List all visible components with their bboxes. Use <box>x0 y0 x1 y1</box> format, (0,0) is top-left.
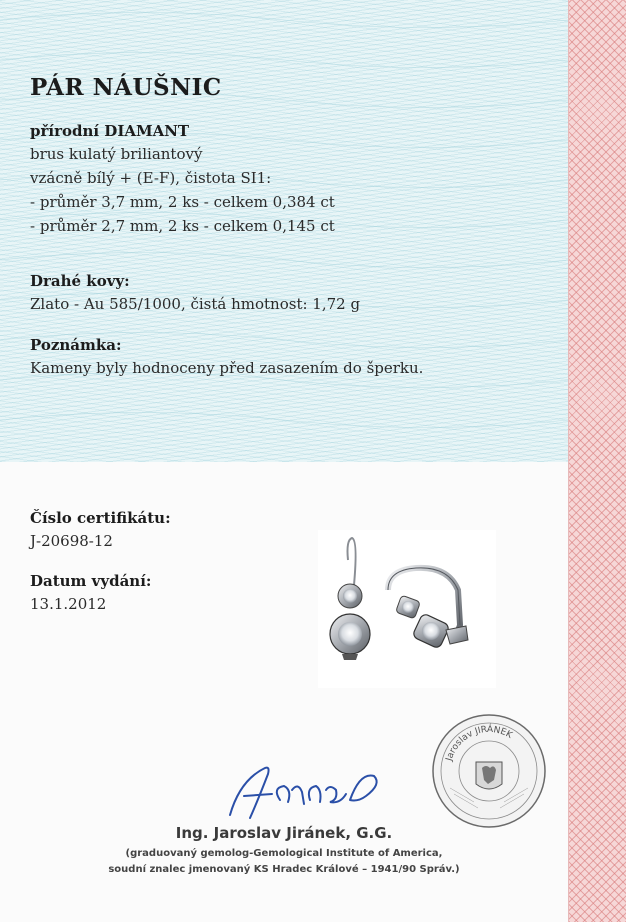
official-seal <box>430 712 548 830</box>
decorative-side-strip <box>568 0 626 922</box>
metals-heading: Drahé kovy: <box>30 272 130 290</box>
earrings-photo <box>318 530 496 688</box>
issue-date-label: Datum vydání: <box>30 572 152 590</box>
note-heading: Poznámka: <box>30 336 122 354</box>
stone-line: - průměr 2,7 mm, 2 ks - celkem 0,145 ct <box>30 217 335 235</box>
document-title: PÁR NÁUŠNIC <box>30 74 222 101</box>
certificate-number-section <box>30 507 171 553</box>
stone-heading: přírodní DIAMANT <box>30 122 190 140</box>
stone-line: - průměr 3,7 mm, 2 ks - celkem 0,384 ct <box>30 193 335 211</box>
certificate-number-value: J-20698-12 <box>30 532 113 550</box>
metals-section <box>30 270 360 316</box>
issue-date-section <box>30 570 151 616</box>
signature-graphic <box>210 760 390 830</box>
note-value: Kameny byly hodnoceny před zasazením do šperku. <box>30 359 424 377</box>
signatory-note-line-1: (graduovaný gemolog-Gemological Institute of America, <box>125 848 443 859</box>
certificate-number-label: Číslo certifikátu: <box>30 509 171 527</box>
stone-line: brus kulatý briliantový <box>30 145 203 163</box>
stone-section <box>30 120 335 238</box>
note-section <box>30 334 423 380</box>
metals-value: Zlato - Au 585/1000, čistá hmotnost: 1,72 g <box>30 295 361 313</box>
handwritten-signature <box>210 760 390 830</box>
signatory-name: Ing. Jaroslav Jiránek, G.G. <box>175 824 393 842</box>
signatory-note-line-2: soudní znalec jmenovaný KS Hradec Králové – 1941/90 Správ.) <box>108 864 460 875</box>
issue-date-value: 13.1.2012 <box>30 595 107 613</box>
earrings-illustration <box>318 530 496 688</box>
seal-graphic <box>430 712 548 830</box>
svg-text:Jaroslav JIRÁNEK: Jaroslav JIRÁNEK <box>444 724 514 763</box>
stone-line: vzácně bílý + (E-F), čistota SI1: <box>30 169 272 187</box>
